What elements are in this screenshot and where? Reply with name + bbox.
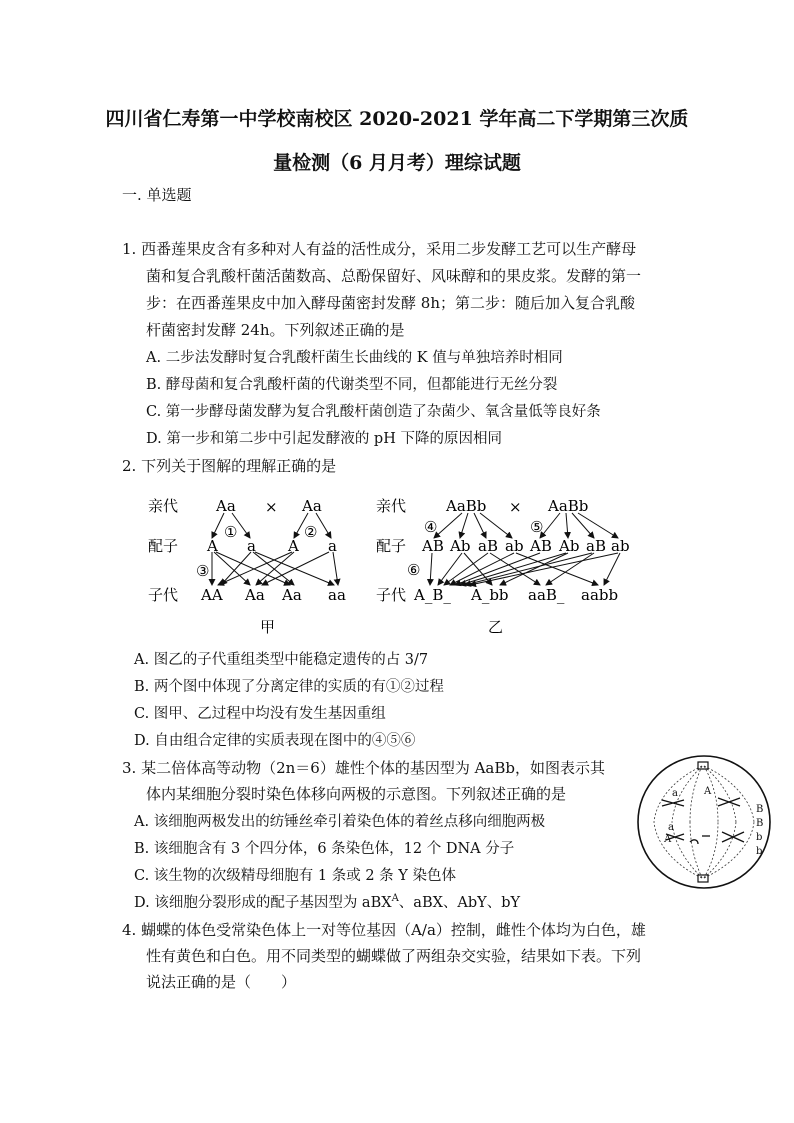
jia-cross: × xyxy=(265,498,278,516)
q3-line2: 体内某细胞分裂时染色体移向两极的示意图。下列叙述正确的是 xyxy=(146,785,567,803)
cell-label-b2: b xyxy=(756,846,763,857)
q4-line2: 性有黄色和白色。用不同类型的蝴蝶做了两组杂交实验，结果如下表。下列 xyxy=(146,947,642,965)
cell-label-B1: B xyxy=(756,804,764,815)
yi-row-label-parent: 亲代 xyxy=(376,497,407,515)
q2-option-a: A. 图乙的子代重组类型中能稳定遗传的占 3/7 xyxy=(134,652,429,668)
yi-gamete-3: aB xyxy=(478,537,498,555)
q1-line2: 菌和复合乳酸杆菌活菌数高、总酚保留好、风味醇和的果皮浆。发酵的第一 xyxy=(146,267,642,285)
yi-offspring-1: A_B_ xyxy=(414,586,451,604)
q1-line3: 步：在西番莲果皮中加入酵母菌密封发酵 8h；第二步：随后加入复合乳酸 xyxy=(146,294,635,312)
yi-row-label-offspring: 子代 xyxy=(376,586,407,604)
q3-line1: 3. 某二倍体高等动物（2n＝6）雄性个体的基因型为 AaBb，如图表示其 xyxy=(122,759,605,777)
yi-gamete-4: ab xyxy=(505,537,524,555)
q1-option-c: C. 第一步酵母菌发酵为复合乳酸杆菌创造了杂菌少、氧含量低等良好条 xyxy=(146,404,601,420)
yi-step-5: ⑤ xyxy=(530,518,544,536)
yi-parent-2: AaBb xyxy=(548,497,589,515)
yi-gamete-1: AB xyxy=(422,537,444,555)
q1-option-a: A. 二步法发酵时复合乳酸杆菌生长曲线的 K 值与单独培养时相同 xyxy=(146,350,563,366)
q1-line4: 杆菌密封发酵 24h。下列叙述正确的是 xyxy=(146,321,405,339)
q1-option-b: B. 酵母菌和复合乳酸杆菌的代谢类型不同，但都能进行无丝分裂 xyxy=(146,377,558,393)
jia-gamete-2: a xyxy=(247,537,256,555)
jia-offspring-4: aa xyxy=(328,586,346,604)
q2-option-d: D. 自由组合定律的实质表现在图中的④⑤⑥ xyxy=(134,733,416,749)
yi-offspring-4: aabb xyxy=(581,586,619,604)
page-title-line1: 四川省仁寿第一中学校南校区 2020-2021 学年高二下学期第三次质 xyxy=(105,108,689,130)
genetics-cross-diagram xyxy=(0,490,794,640)
yi-cross: × xyxy=(509,498,522,516)
yi-row-label-gamete: 配子 xyxy=(376,537,407,555)
jia-gamete-4: a xyxy=(328,537,337,555)
jia-step-3: ③ xyxy=(196,562,210,580)
cell-label-A2: A xyxy=(664,834,672,845)
row-label-gamete: 配子 xyxy=(148,537,179,555)
yi-gamete-5: AB xyxy=(530,537,552,555)
yi-gamete-7: aB xyxy=(586,537,606,555)
yi-gamete-2: Ab xyxy=(450,537,471,555)
q4-line1: 4. 蝴蝶的体色受常染色体上一对等位基因（A/a）控制，雌性个体均为白色，雄 xyxy=(122,921,646,939)
yi-offspring-3: aaB_ xyxy=(528,586,565,604)
yi-gamete-8: ab xyxy=(611,537,630,555)
q2-option-b: B. 两个图中体现了分离定律的实质的有①②过程 xyxy=(134,679,444,695)
jia-gamete-3: A xyxy=(288,537,299,555)
jia-offspring-1: AA xyxy=(201,586,223,604)
jia-gamete-1: A xyxy=(207,537,218,555)
cell-label-A1: A xyxy=(704,786,712,797)
row-label-parent: 亲代 xyxy=(148,497,179,515)
cell-division-figure xyxy=(632,750,780,900)
yi-step-4: ④ xyxy=(424,518,438,536)
jia-offspring-3: Aa xyxy=(282,586,302,604)
yi-step-6: ⑥ xyxy=(407,561,421,579)
yi-gamete-6: Ab xyxy=(559,537,580,555)
q2-option-c: C. 图甲、乙过程中均没有发生基因重组 xyxy=(134,706,386,722)
yi-caption: 乙 xyxy=(488,618,504,636)
q4-line3: 说法正确的是（ ） xyxy=(146,973,297,991)
jia-parent-2: Aa xyxy=(302,497,322,515)
q3-option-a: A. 该细胞两极发出的纺锤丝牵引着染色体的着丝点移向细胞两极 xyxy=(134,814,546,830)
jia-step-1: ① xyxy=(224,523,238,541)
cell-label-a1: a xyxy=(672,788,678,799)
jia-offspring-2: Aa xyxy=(245,586,265,604)
q2-stem: 2. 下列关于图解的理解正确的是 xyxy=(122,457,337,475)
q3-option-c: C. 该生物的次级精母细胞有 1 条或 2 条 Y 染色体 xyxy=(134,868,456,884)
jia-parent-1: Aa xyxy=(216,497,236,515)
q1-option-d: D. 第一步和第二步中引起发酵液的 pH 下降的原因相同 xyxy=(146,431,502,447)
jia-step-2: ② xyxy=(304,523,318,541)
yi-offspring-2: A_bb xyxy=(471,586,509,604)
cell-label-B2: B xyxy=(756,818,764,829)
q3-option-b: B. 该细胞含有 3 个四分体，6 条染色体，12 个 DNA 分子 xyxy=(134,841,515,857)
cell-label-b1: b xyxy=(756,832,763,843)
section-heading: 一. 单选题 xyxy=(122,186,192,204)
cell-label-a2: a xyxy=(668,822,674,833)
yi-parent-1: AaBb xyxy=(446,497,487,515)
jia-caption: 甲 xyxy=(260,618,276,636)
q3-option-d: D. 该细胞分裂形成的配子基因型为 aBX$^A$、aBX、AbY、bY xyxy=(134,893,521,911)
q1-line1: 1. 西番莲果皮含有多种对人有益的活性成分，采用二步发酵工艺可以生产酵母 xyxy=(122,240,637,258)
page-title-line2: 量检测（6 月月考）理综试题 xyxy=(273,152,521,174)
row-label-offspring: 子代 xyxy=(148,586,179,604)
